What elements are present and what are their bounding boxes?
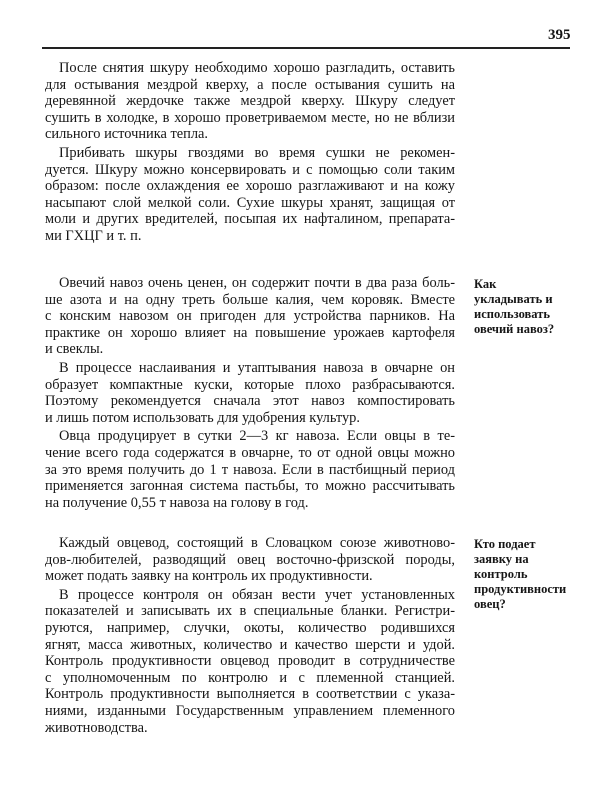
paragraph — [45, 275, 455, 358]
header-rule — [42, 47, 570, 49]
text-line: Овечий навоз очень ценен, он содержит почти в два раза боль- — [59, 275, 455, 291]
text-line: на получение 0,55 т навоза на голову в год. — [45, 494, 309, 511]
text-line: Прибивать шкуры гвоздями во время сушки не рекомен- — [59, 144, 455, 161]
text-line: насыпают слой мелкой соли. Сухие шкуры хранят, защищая от — [45, 194, 455, 211]
paragraph — [45, 360, 455, 426]
text-line: сильного источника тепла. — [45, 126, 209, 143]
paragraph — [45, 587, 455, 736]
text-line: дуется. Шкуру можно консервировать и с помощью соли таким — [45, 161, 455, 178]
paragraph — [45, 60, 455, 143]
text-line: практике он хорошо влияет на повышение урожаев картофеля — [45, 324, 455, 341]
text-line: деревянной жердочке также мездрой кверху. Шкуру следует — [45, 93, 455, 110]
text-line: дов-любителей, разводящий овец восточно-фризской породы, — [45, 551, 455, 568]
text-line: Контроль продуктивности овцевод проводит в сотрудничестве — [45, 653, 455, 670]
text-line: В процессе наслаивания и утаптывания навоза в овчарне он — [59, 359, 455, 376]
text-line: Каждый овцевод, состоящий в Словацком союзе животново- — [59, 535, 455, 551]
paragraph — [45, 535, 455, 585]
text-line: ягнят, масса животных, количество и качество шерсти и удой. — [45, 636, 455, 653]
paragraph — [45, 428, 455, 511]
text-line: Поэтому рекомендуется сначала этот навоз компостировать — [45, 393, 455, 410]
side-heading-line: продуктивности — [474, 582, 567, 596]
text-line: с уполномоченным по контролю и с племенной станцией. — [45, 669, 455, 686]
text-line: После снятия шкуру необходимо хорошо разгладить, оставить — [59, 60, 455, 76]
text-line: Овца продуцирует в сутки 2—3 кг навоза. Если овцы в те- — [59, 428, 455, 445]
text-line: В процессе контроля он обязан вести учет установленных — [59, 586, 455, 603]
text-line: с конским навозом он пригоден для устройства парников. На — [45, 308, 455, 325]
page-number: 395 — [548, 27, 571, 43]
section-sheep-manure — [45, 275, 455, 513]
section-productivity-control — [45, 535, 455, 738]
text-line: применяется загонная система пастьбы, то можно рассчитывать — [45, 478, 455, 495]
text-line: ниями, изданными Государственным управлением племенного — [45, 702, 455, 719]
side-heading-manure — [474, 277, 584, 337]
text-line: и лишь потом использовать для удобрения культур. — [45, 409, 360, 426]
paragraph — [45, 145, 455, 245]
side-heading-productivity — [474, 537, 584, 612]
text-line: руются, например, случки, окоты, количество родившихся — [45, 619, 455, 636]
side-heading-line: Кто подает — [474, 537, 536, 551]
side-heading-line: укладывать и — [474, 292, 553, 306]
side-heading-line: использовать — [474, 307, 550, 321]
text-line: сушить в холодке, в хорошо проветриваемом месте, но не вблизи — [45, 109, 455, 126]
text-line: животноводства. — [45, 719, 148, 736]
text-line: и свеклы. — [45, 341, 104, 358]
text-line: показателей и записывать их в специальные бланки. Регистри- — [45, 603, 455, 620]
text-line: образует компактные куски, которые плохо разбрасываются. — [45, 376, 455, 393]
side-heading-line: Как — [474, 277, 497, 291]
text-line: для остывания мездрой кверху, а после остывания сушить на — [45, 76, 455, 93]
section-skin-drying — [45, 60, 455, 247]
side-heading-line: овец? — [474, 597, 506, 611]
text-line: чение всего года содержатся в овчарне, то от одной овцы можно — [45, 444, 455, 461]
text-line: может подать заявку на контроль их продуктивности. — [45, 568, 373, 585]
text-line: образом: после охлаждения ее хорошо разглаживают и на кожу — [45, 178, 455, 195]
text-line: ше азота и на одну треть больше калия, чем коровяк. Вместе — [45, 291, 455, 308]
side-heading-line: овечий навоз? — [474, 322, 555, 336]
text-line: за это время получить до 1 т навоза. Если в пастбищный период — [45, 461, 455, 478]
side-heading-line: контроль — [474, 567, 528, 581]
text-line: Контроль продуктивности выполняется в соответствии с указа- — [45, 686, 455, 703]
side-heading-line: заявку на — [474, 552, 529, 566]
text-line: ми ГХЦГ и т. п. — [45, 227, 142, 244]
text-line: моли и других вредителей, посыпая их нафталином, препарата- — [45, 211, 455, 228]
